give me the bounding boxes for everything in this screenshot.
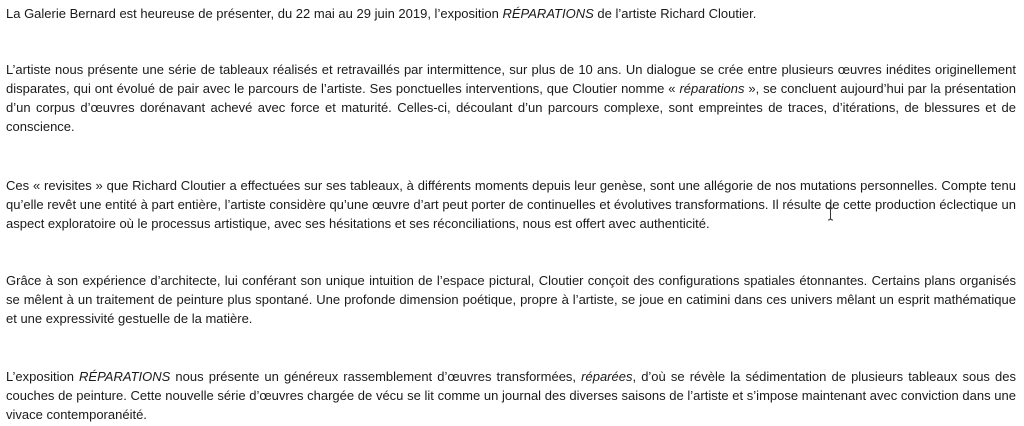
paragraph-1-text-b: », se concluent aujourd’hui par la présentation d’un corpus d’œuvres dorénavant achevé avec force et maturité. Celles-ci, découlant d’un parcours complexe, sont empreintes de traces, d’itérations, de blessures et de conscience.	[6, 81, 1016, 134]
paragraph-revisites: Ces « revisites » que Richard Cloutier a effectuées sur ses tableaux, à différents moments depuis leur genèse, sont une allégorie de nos mutations personnelles. Compte tenu qu’elle revêt une entité à part entière, l’artiste considère qu’une œuvre d’art peut porter de continuelles et évolutives transformations. Il résulte de cette production éclectique un aspect exploratoire où le processus artistique, avec ses hésitations et ses réconciliations, nous est offert avec authenticité.	[6, 178, 1016, 231]
intro-text-before: La Galerie Bernard est heureuse de présenter, du 22 mai au 29 juin 2019, l’exposition	[6, 6, 503, 21]
paragraph-4-text-a: L’exposition	[6, 369, 80, 384]
paragraph-4-text-b: nous présente un généreux rassemblement d’œuvres transformées,	[170, 369, 582, 384]
paragraph-architecture: Grâce à son expérience d’architecte, lui conférant son unique intuition de l’espace pictural, Cloutier conçoit des configurations spatiales étonnantes. Certains plans organisés se mêlent à un traitement de peinture plus spontané. Une profonde dimension poétique, propre à l’artiste, se joue en catimini dans ces univers mêlant un esprit mathématique et une expressivité gestuelle de la matière.	[6, 273, 1016, 326]
intro-text-after: de l’artiste Richard Cloutier.	[593, 6, 757, 21]
intro-paragraph	[6, 4, 1016, 23]
exhibition-title: RÉPARATIONS	[502, 6, 594, 21]
paragraph-4-text-c: , d’où se révèle la sédimentation de plusieurs tableaux sous des couches de peinture. Cette nouvelle série d’œuvres chargée de vécu se lit comme un journal des diverses saisons de l’artiste et s’impose maintenant avec conviction dans une vivace contemporanéité.	[6, 369, 1016, 422]
paragraph-1-text-a: L’artiste nous présente une série de tableaux réalisés et retravaillés par intermittence, sur plus de 10 ans. Un dialogue se crée entre plusieurs œuvres inédites originellement disparates, qui ont évolué de pair avec le parcours de l’artiste. Ses ponctuelles interventions, que Cloutier nomme «	[6, 62, 1016, 96]
paragraph-1-italic: réparations	[679, 81, 745, 96]
paragraph-exhibition	[6, 367, 1016, 424]
paragraph-4-title: RÉPARATIONS	[79, 369, 171, 384]
paragraph-4-italic: réparées	[581, 369, 633, 384]
paragraph-artist-series	[6, 60, 1016, 136]
text-cursor-icon	[827, 207, 834, 221]
